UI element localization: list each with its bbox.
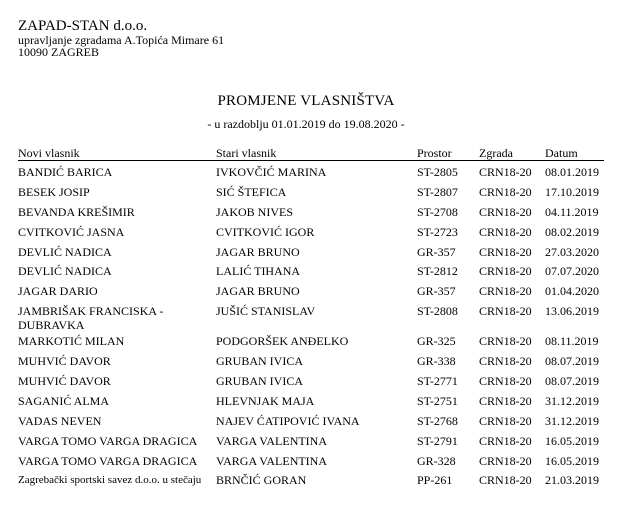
cell-novi-vlasnik: DEVLIĆ NADICA	[18, 244, 112, 259]
cell-stari-vlasnik: IVKOVČIĆ MARINA	[216, 165, 327, 179]
table-body	[18, 165, 604, 493]
header-zgrada: Zgrada	[479, 146, 513, 160]
cell-novi-vlasnik: MUHVIĆ DAVOR	[18, 374, 111, 389]
cell-prostor: ST-2812	[417, 264, 458, 279]
table-row	[18, 185, 604, 205]
cell-zgrada: CRN18-20	[479, 244, 532, 259]
cell-prostor: GR-338	[417, 354, 456, 369]
cell-stari-vlasnik: GRUBAN IVICA	[216, 374, 303, 389]
company-block	[18, 18, 224, 58]
cell-prostor: ST-2708	[417, 204, 458, 219]
cell-prostor: PP-261	[417, 473, 453, 488]
report-title: PROMJENE VLASNIŠTVA	[217, 93, 395, 109]
cell-zgrada: CRN18-20	[479, 204, 532, 219]
table-row	[18, 264, 604, 284]
cell-stari-vlasnik: NAJEV ĆATIPOVIĆ IVANA	[216, 413, 360, 428]
cell-prostor: GR-328	[417, 453, 456, 468]
cell-novi-vlasnik: VADAS NEVEN	[18, 413, 102, 428]
cell-prostor: GR-357	[417, 244, 456, 259]
cell-datum: 31.12.2019	[545, 413, 599, 428]
cell-prostor: ST-2723	[417, 224, 458, 239]
cell-novi-vlasnik: BEVANDA KREŠIMIR	[18, 204, 135, 219]
table-row	[18, 284, 604, 304]
cell-novi-vlasnik: DEVLIĆ NADICA	[18, 264, 112, 279]
company-name: ZAPAD-STAN d.o.o.	[18, 18, 148, 34]
cell-datum: 16.05.2019	[545, 453, 599, 468]
cell-zgrada: CRN18-20	[479, 433, 532, 448]
table-row	[18, 374, 604, 394]
report-subtitle: - u razdoblju 01.01.2019 do 19.08.2020 -	[207, 117, 405, 131]
cell-prostor: GR-357	[417, 284, 456, 299]
cell-zgrada: CRN18-20	[479, 284, 532, 299]
cell-datum: 27.03.2020	[545, 244, 599, 259]
cell-prostor: ST-2808	[417, 304, 458, 319]
cell-datum: 08.07.2019	[545, 374, 599, 389]
company-address-line2: 10090 ZAGREB	[18, 45, 99, 59]
cell-novi-vlasnik: MUHVIĆ DAVOR	[18, 354, 111, 369]
table-row	[18, 434, 604, 454]
cell-datum: 04.11.2019	[545, 204, 599, 219]
cell-stari-vlasnik: CVITKOVIĆ IGOR	[216, 224, 315, 239]
cell-prostor: ST-2751	[417, 393, 458, 408]
table-row	[18, 454, 604, 474]
cell-novi-vlasnik: Zagrebački sportski savez d.o.o. u stečaju	[18, 474, 202, 487]
cell-zgrada: CRN18-20	[479, 224, 532, 239]
table-row	[18, 304, 604, 334]
cell-prostor: GR-325	[417, 334, 456, 349]
cell-datum: 16.05.2019	[545, 433, 599, 448]
cell-datum: 08.02.2019	[545, 224, 599, 239]
cell-novi-vlasnik: BANDIĆ BARICA	[18, 165, 113, 179]
cell-zgrada: CRN18-20	[479, 264, 532, 279]
table-row	[18, 414, 604, 434]
cell-stari-vlasnik: PODGORŠEK ANĐELKO	[216, 334, 349, 349]
cell-novi-vlasnik: MARKOTIĆ MILAN	[18, 334, 125, 349]
cell-zgrada: CRN18-20	[479, 354, 532, 369]
cell-stari-vlasnik: GRUBAN IVICA	[216, 354, 303, 369]
cell-prostor: ST-2805	[417, 165, 458, 179]
table-header	[18, 146, 604, 161]
table-row	[18, 354, 604, 374]
cell-stari-vlasnik: SIĆ ŠTEFICA	[216, 184, 287, 199]
cell-novi-vlasnik: VARGA TOMO VARGA DRAGICA	[18, 453, 198, 468]
cell-novi-vlasnik: CVITKOVIĆ JASNA	[18, 224, 125, 239]
table-row	[18, 245, 604, 265]
cell-stari-vlasnik: VARGA VALENTINA	[216, 433, 328, 448]
cell-zgrada: CRN18-20	[479, 184, 532, 199]
table-row	[18, 225, 604, 245]
cell-datum: 13.06.2019	[545, 304, 599, 319]
header-prostor: Prostor	[417, 146, 452, 160]
header-novi-vlasnik: Novi vlasnik	[18, 146, 80, 160]
cell-novi-vlasnik: BESEK JOSIP	[18, 184, 90, 199]
header-stari-vlasnik: Stari vlasnik	[216, 146, 277, 160]
cell-zgrada: CRN18-20	[479, 453, 532, 468]
cell-datum: 08.01.2019	[545, 165, 599, 179]
table-row	[18, 394, 604, 414]
cell-zgrada: CRN18-20	[479, 413, 532, 428]
cell-stari-vlasnik: JUŠIĆ STANISLAV	[216, 304, 316, 319]
cell-datum: 08.07.2019	[545, 354, 599, 369]
cell-stari-vlasnik: BRNČIĆ GORAN	[216, 473, 307, 488]
table-row	[18, 334, 604, 354]
cell-novi-vlasnik: JAMBRIŠAK FRANCISKA - DUBRAVKA	[18, 304, 164, 333]
cell-novi-vlasnik: VARGA TOMO VARGA DRAGICA	[18, 433, 198, 448]
cell-stari-vlasnik: JAGAR BRUNO	[216, 284, 300, 299]
cell-stari-vlasnik: VARGA VALENTINA	[216, 453, 328, 468]
cell-datum: 01.04.2020	[545, 284, 599, 299]
cell-datum: 08.11.2019	[545, 334, 599, 349]
table-row	[18, 205, 604, 225]
cell-zgrada: CRN18-20	[479, 473, 532, 488]
cell-zgrada: CRN18-20	[479, 304, 532, 319]
cell-datum: 21.03.2019	[545, 473, 599, 488]
cell-stari-vlasnik: HLEVNJAK MAJA	[216, 393, 315, 408]
cell-prostor: ST-2807	[417, 184, 458, 199]
cell-novi-vlasnik: JAGAR DARIO	[18, 284, 98, 299]
cell-stari-vlasnik: LALIĆ TIHANA	[216, 264, 301, 279]
header-datum: Datum	[545, 146, 578, 160]
company-address-line1: upravljanje zgradama A.Topića Mimare 61	[18, 33, 225, 47]
cell-zgrada: CRN18-20	[479, 334, 532, 349]
cell-stari-vlasnik: JAGAR BRUNO	[216, 244, 300, 259]
table-row	[18, 473, 604, 493]
cell-prostor: ST-2791	[417, 433, 458, 448]
cell-datum: 31.12.2019	[545, 393, 599, 408]
cell-prostor: ST-2771	[417, 374, 458, 389]
cell-stari-vlasnik: JAKOB NIVES	[216, 204, 294, 219]
cell-novi-vlasnik: SAGANIĆ ALMA	[18, 393, 110, 408]
table-row	[18, 165, 604, 185]
cell-prostor: ST-2768	[417, 413, 458, 428]
cell-datum: 07.07.2020	[545, 264, 599, 279]
cell-zgrada: CRN18-20	[479, 374, 532, 389]
cell-datum: 17.10.2019	[545, 184, 599, 199]
cell-zgrada: CRN18-20	[479, 165, 532, 179]
cell-zgrada: CRN18-20	[479, 393, 532, 408]
